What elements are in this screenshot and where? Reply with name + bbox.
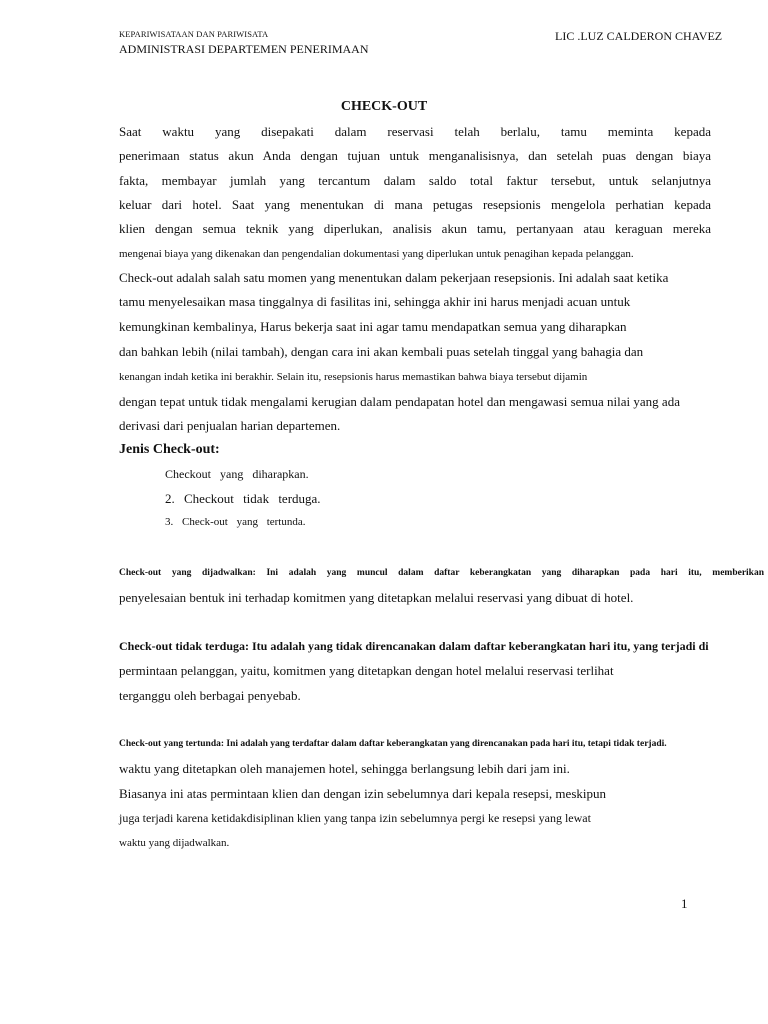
delayed-text: waktu yang dijadwalkan. [119,837,230,849]
para1-line: keluar dari hotel. Saat yang menentukan di mana petugas resepsionis mengelola perhatian kepada [119,197,711,212]
para1-line: fakta, membayar jumlah yang tercantum dalam saldo total faktur tersebut, untuk selanjutnya [119,173,711,188]
types-heading: Jenis Check-out: [119,442,220,457]
header-department: ADMINISTRASI DEPARTEMEN PENERIMAAN [119,42,369,56]
types-list-item: Checkout yang diharapkan. [165,467,309,481]
para2-line: dan bahkan lebih (nilai tambah), dengan cara ini akan kembali puas setelah tinggal yang bahagia dan [119,344,644,359]
page-number: 1 [681,896,688,911]
delayed-text: juga terjadi karena ketidakdisiplinan klien yang tanpa izin sebelumnya pergi ke resepsi yang lewat [119,811,591,825]
scheduled-definition: Check-out yang dijadwalkan: Ini adalah yang muncul dalam daftar keberangkatan yang diharapkan pada hari itu, memberikan [119,568,764,578]
para2-line: kenangan indah ketika ini berakhir. Selain itu, resepsionis harus memastikan bahwa biaya tersebut dijamin [119,371,588,383]
header-author: LIC .LUZ CALDERON CHAVEZ [555,29,723,43]
unexpected-text: terganggu oleh berbagai penyebab. [119,688,301,703]
para2-line: kemungkinan kembalinya, Harus bekerja saat ini agar tamu mendapatkan semua yang diharapkan [119,319,627,334]
unexpected-definition: Check-out tidak terduga: Itu adalah yang tidak direncanakan dalam daftar keberangkatan hari itu, yang terjadi di [119,639,709,653]
para2-line: derivasi dari penjualan harian departemen. [119,418,341,433]
para1-line: Saat waktu yang disepakati dalam reservasi telah berlalu, tamu meminta kepada [119,124,711,139]
delayed-definition: Check-out yang tertunda: Ini adalah yang terdaftar dalam daftar keberangkatan yang direncanakan pada hari itu, tetapi tidak terjadi. [119,739,667,749]
delayed-text: Biasanya ini atas permintaan klien dan dengan izin sebelumnya dari kepala resepsi, meskipun [119,786,606,801]
para1-line: klien dengan semua teknik yang diperlukan, analisis akun tamu, pertanyaan atau keraguan mereka [119,221,711,236]
para1-line: mengenai biaya yang dikenakan dan pengendalian dokumentasi yang diperlukan untuk penagihan kepada pelanggan. [119,248,634,260]
types-list-item: 3. Check-out yang tertunda. [165,516,306,528]
para2-line: tamu menyelesaikan masa tinggalnya di fasilitas ini, sehingga akhir ini harus menjadi acuan untuk [119,294,631,309]
para1-line: penerimaan status akun Anda dengan tujuan untuk menganalisisnya, dan setelah puas dengan biaya [119,148,711,163]
para2-line: Check-out adalah salah satu momen yang menentukan dalam pekerjaan resepsionis. Ini adalah saat ketika [119,270,669,285]
scheduled-text: penyelesaian bentuk ini terhadap komitmen yang ditetapkan melalui reservasi yang dibuat di hotel. [119,590,634,605]
unexpected-text: permintaan pelanggan, yaitu, komitmen yang ditetapkan dengan hotel melalui reservasi terlihat [119,663,614,678]
para2-line: dengan tepat untuk tidak mengalami kerugian dalam pendapatan hotel dan mengawasi semua nilai yang ada [119,394,680,409]
header-institution: KEPARIWISATAAN DAN PARIWISATA [119,29,269,39]
types-list-item: 2. Checkout tidak terduga. [165,491,321,506]
delayed-text: waktu yang ditetapkan oleh manajemen hotel, sehingga berlangsung lebih dari jam ini. [119,761,570,776]
page-title: CHECK-OUT [340,99,428,114]
